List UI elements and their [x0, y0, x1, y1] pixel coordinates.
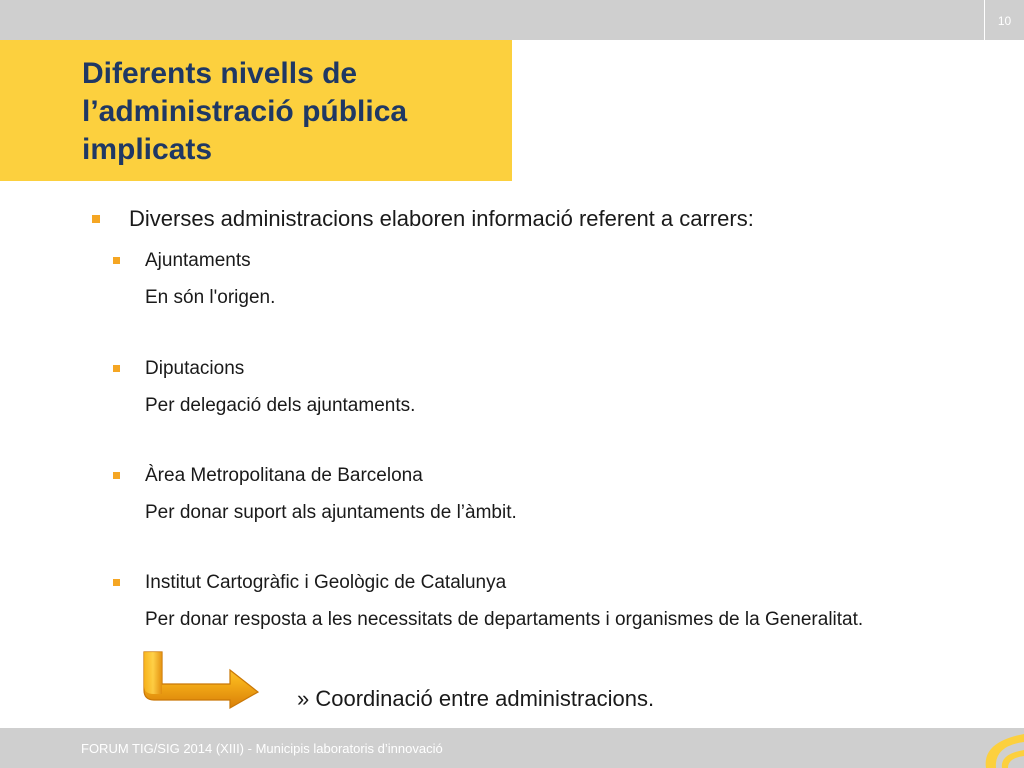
sub-bullet-marker: [113, 579, 120, 586]
sub-bullet-marker: [113, 365, 120, 372]
item-icgc-description: Per donar resposta a les necessitats de departaments i organismes de la Generalitat.: [145, 609, 864, 630]
item-amb-label: Àrea Metropolitana de Barcelona: [145, 465, 423, 486]
title-line-1: Diferents nivells de: [82, 57, 358, 90]
footer-text: FORUM TIG/SIG 2014 (XIII) - Municipis laboratoris d’innovació: [81, 741, 443, 756]
title-block: [0, 40, 512, 181]
item-ajuntaments-description: En són l'origen.: [145, 287, 276, 308]
top-bar: [0, 0, 1024, 40]
title-line-2: l’administració pública: [82, 95, 408, 128]
main-bullet-marker: [92, 215, 100, 223]
orange-turn-arrow-icon: [140, 648, 262, 710]
title-line-3: implicats: [82, 133, 213, 166]
item-ajuntaments-label: Ajuntaments: [145, 250, 251, 271]
page-number-box: [984, 0, 1024, 40]
page-number: 10: [997, 14, 1012, 28]
yellow-swoosh-logo-icon: [972, 728, 1024, 768]
main-bullet-text: Diverses administracions elaboren informació referent a carrers:: [129, 206, 754, 231]
sub-bullet-marker: [113, 472, 120, 479]
item-diputacions-label: Diputacions: [145, 358, 245, 379]
conclusion-text: » Coordinació entre administracions.: [297, 686, 655, 711]
item-diputacions-description: Per delegació dels ajuntaments.: [145, 395, 416, 416]
item-amb-description: Per donar suport als ajuntaments de l’àmbit.: [145, 502, 517, 523]
sub-bullet-marker: [113, 257, 120, 264]
item-icgc-label: Institut Cartogràfic i Geològic de Catalunya: [145, 572, 507, 593]
